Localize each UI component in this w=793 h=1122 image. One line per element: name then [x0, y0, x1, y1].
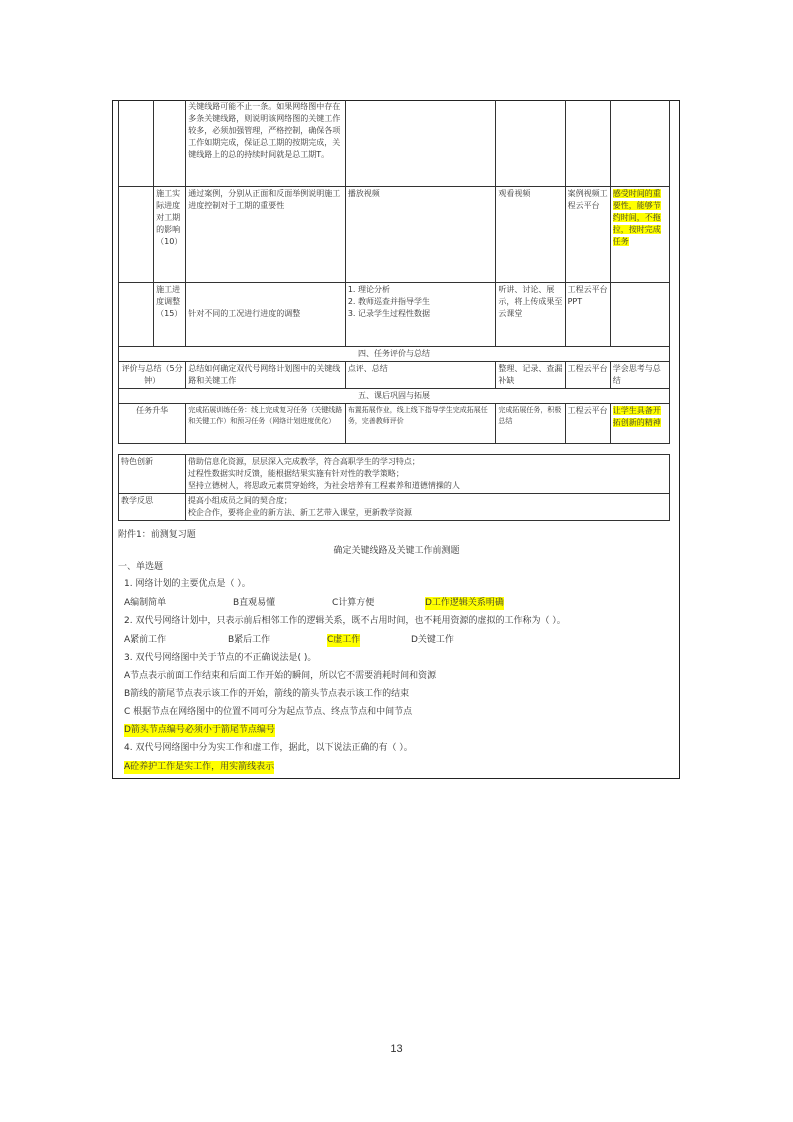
cell-student: 完成拓展任务，积极总结: [496, 403, 565, 443]
feature-label: 特色创新: [119, 455, 186, 494]
table-row: [119, 455, 670, 494]
cell-goal: 感受时间的重要性，能够节约时间，不拖拉，按时完成任务: [612, 188, 661, 246]
feature-content: 借助信息化资源，层层深入完成教学，符合高职学生的学习特点； 过程性数据实时反馈，能根据结果实施有针对性的教学策略； 坚持立德树人，将思政元素贯穿始终，为社会培养有工程素养和道德情操的人: [185, 455, 669, 494]
option-a: A紧前工作: [124, 635, 167, 645]
cell-goal: 学会思考与总结: [610, 361, 669, 388]
table-row: [119, 282, 670, 346]
cell-resource: 案例视频工程云平台: [565, 186, 610, 282]
cell-content: 完成拓展训练任务：线上完成复习任务（关键线路和关键工作）和预习任务（网络计划进度优化）: [186, 403, 346, 443]
table-row: [119, 494, 670, 521]
option-b: B紧后工作: [228, 635, 271, 645]
option-b: B箭线的箭尾节点表示该工作的开始，箭线的箭头节点表示该工作的结束: [124, 689, 410, 699]
cell-stage: 评价与总结（5分钟）: [119, 361, 186, 388]
appendix-label: 附件1：前测复习题: [118, 530, 196, 540]
cell-teacher: 1. 理论分析 2. 教师巡查并指导学生 3. 记录学生过程性数据: [345, 282, 496, 346]
cell-content: 针对不同的工况进行进度的调整: [186, 282, 346, 346]
section-heading: 五、课后巩固与拓展: [119, 388, 670, 403]
cell-teacher: 播放视频: [345, 186, 496, 282]
option-d-answer: D工作逻辑关系明确: [425, 598, 504, 608]
reflection-table: [118, 454, 670, 521]
section-heading: 四、任务评价与总结: [119, 346, 670, 361]
page-number: 13: [390, 1043, 403, 1055]
question-2: 2. 双代号网络计划中，只表示前后相邻工作的逻辑关系，既不占用时间，也不耗用资源的虚拟的工作称为（ ）。: [124, 616, 566, 626]
reflection-label: 教学反思: [119, 494, 186, 521]
cell-student: 听讲、讨论、展示，将上传成果至云课堂: [496, 282, 565, 346]
cell-student: 整理、记录、查漏补缺: [496, 361, 565, 388]
cell-goal: 让学生具备开拓创新的精神: [612, 405, 661, 427]
lesson-table: [118, 100, 670, 444]
cell-content: 总结如何确定双代号网络计划图中的关键线路和关键工作: [186, 361, 346, 388]
option-b: B直观易懂: [233, 598, 276, 608]
option-a-answer: A砼养护工作是实工作，用实箭线表示: [124, 762, 275, 772]
cell-teacher: 布置拓展作业，线上线下指导学生完成拓展任务，完善教师评价: [345, 403, 496, 443]
option-a: A编制简单: [124, 598, 167, 608]
cell-content: 关键线路可能不止一条。如果网络图中存在多条关键线路，则说明该网络图的关键工作较多，必须加强管理，严格控制，确保各项工作如期完成，保证总工期的按期完成，关键线路上的总的持续时间就是总工期T。: [186, 100, 346, 186]
cell-stage: 任务升华: [119, 403, 186, 443]
section-row: [119, 388, 670, 403]
table-row: [119, 186, 670, 282]
cell-topic: 施工实际进度对工期的影响（10）: [154, 186, 186, 282]
section-heading: 一、单选题: [118, 562, 164, 572]
option-c: C计算方便: [332, 598, 375, 608]
question-4: 4. 双代号网络图中分为实工作和虚工作，据此，以下说法正确的有（ ）。: [124, 743, 413, 753]
reflection-content: 提高小组成员之间的契合度； 校企合作，要将企业的新方法、新工艺带入课堂，更新教学资源: [185, 494, 669, 521]
table-row: [119, 100, 670, 186]
option-c: C 根据节点在网络图中的位置不同可分为起点节点、终点节点和中间节点: [124, 707, 413, 717]
cell-resource: 工程云平台PPT: [565, 282, 610, 346]
option-d: D关键工作: [411, 635, 454, 645]
cell-resource: 工程云平台: [565, 361, 610, 388]
section-row: [119, 346, 670, 361]
cell-resource: 工程云平台: [565, 403, 610, 443]
table-row: [119, 361, 670, 388]
option-a: A节点表示前面工作结束和后面工作开始的瞬间，所以它不需要消耗时间和资源: [124, 671, 437, 681]
question-1: 1. 网络计划的主要优点是（ ）。: [124, 579, 251, 589]
cell-student: 观看视频: [496, 186, 565, 282]
option-d-answer: D箭头节点编号必须小于箭尾节点编号: [124, 725, 275, 735]
table-row: [119, 403, 670, 443]
cell-content: 通过案例，分别从正面和反面举例说明施工进度控制对于工期的重要性: [186, 186, 346, 282]
cell-teacher: 点评、总结: [345, 361, 496, 388]
option-c-answer: C虚工作: [327, 635, 361, 645]
cell-topic: 施工进度调整（15）: [154, 282, 186, 346]
question-3: 3. 双代号网络图中关于节点的不正确说法是( )。: [124, 653, 317, 663]
appendix-title: 确定关键线路及关键工作前测题: [333, 546, 460, 556]
